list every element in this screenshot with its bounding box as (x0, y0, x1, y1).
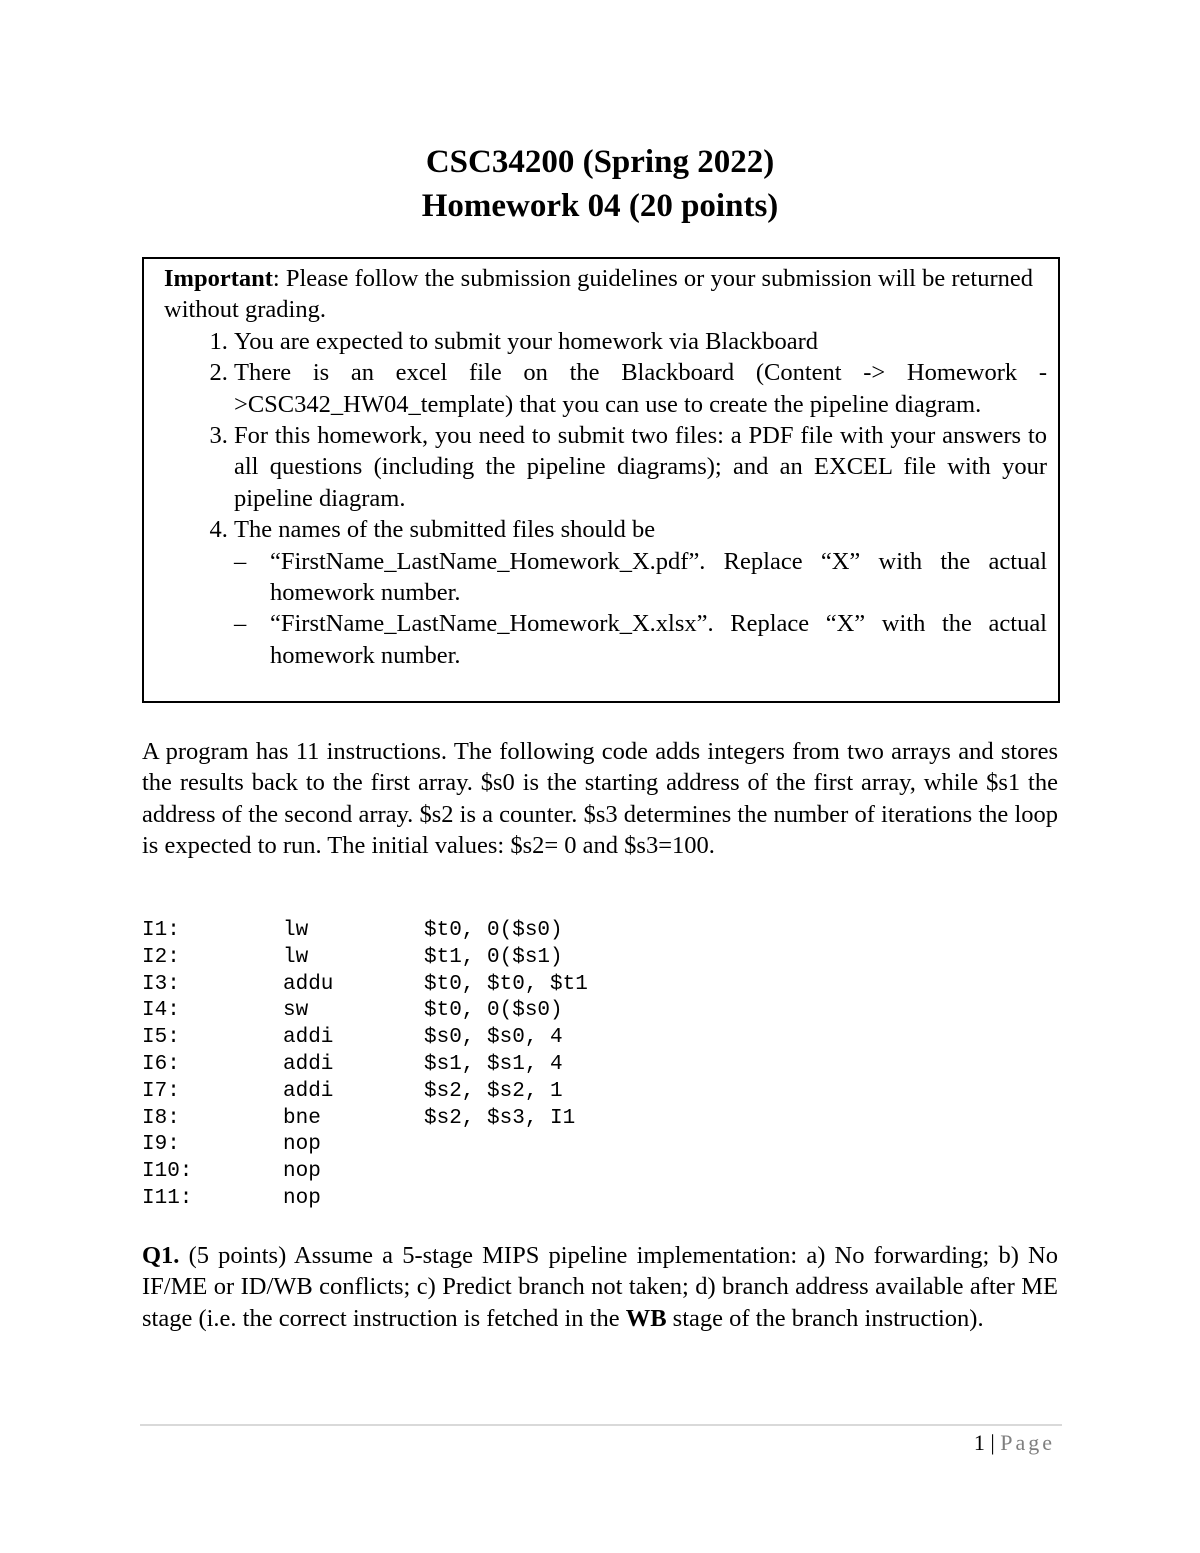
guideline-item-4 (234, 514, 1047, 671)
instruction-label: I7: (142, 1079, 180, 1103)
guideline-item-1: 1. You are expected to submit your homework via Blackboard (234, 326, 1047, 357)
page-footer (974, 1428, 1055, 1458)
page-number: 1 (973, 1430, 985, 1455)
instruction-operands: $s1, $s1, 4 (424, 1052, 563, 1076)
instruction-label: I3: (142, 972, 180, 996)
instruction-label: I8: (142, 1106, 180, 1130)
page-title (0, 140, 1200, 228)
footer-separator: | (984, 1430, 1001, 1455)
question-1-label: Q1. (142, 1242, 180, 1269)
instruction-operands: $t0, 0($s0) (424, 999, 563, 1023)
instruction-opcode: addu (283, 972, 334, 996)
instruction-opcode: lw (283, 919, 309, 942)
question-1-emphasis: WB (625, 1304, 667, 1332)
instruction-label: I9: (142, 1133, 180, 1157)
course-title: CSC34200 (Spring 2022) (425, 144, 775, 180)
guideline-item-2: 2. There is an excel file on the Blackboard (Content -> Homework ->CSC342_HW04_template) that you can use to create the pipeline diagram. (234, 357, 1047, 420)
footer-divider (140, 1424, 1062, 1426)
instruction-opcode: addi (283, 1026, 334, 1050)
question-1 (142, 1240, 1058, 1334)
filename-xlsx: – “FirstName_LastName_Homework_X.xlsx”. Replace “X” with the actual homework number. (270, 608, 1047, 671)
code-line (142, 918, 588, 945)
instruction-operands: $s0, $s0, 4 (424, 1026, 563, 1050)
code-line (142, 1079, 588, 1106)
instruction-label: I4: (142, 999, 180, 1023)
homework-title: Homework 04 (20 points) (421, 188, 779, 224)
instruction-label: I1: (142, 919, 180, 942)
guideline-item-3: 3. For this homework, you need to submit two files: a PDF file with your answers to all questions (including the pipeline diagrams); and an EXCEL file with your pipeline diagram. (234, 420, 1047, 514)
instruction-operands: $t1, 0($s1) (424, 945, 563, 969)
code-line (142, 972, 588, 999)
filename-pdf: – “FirstName_LastName_Homework_X.pdf”. Replace “X” with the actual homework number. (270, 546, 1047, 609)
instruction-operands: $s2, $s3, I1 (424, 1106, 576, 1130)
code-line (142, 1052, 588, 1079)
instruction-operands: $s2, $s2, 1 (424, 1079, 563, 1103)
important-label: Important (164, 265, 273, 292)
instruction-opcode: nop (283, 1160, 321, 1184)
instruction-operands: $t0, $t0, $t1 (424, 972, 588, 996)
instruction-opcode: addi (283, 1079, 334, 1103)
code-line (142, 1106, 588, 1133)
code-line (142, 998, 588, 1025)
instruction-opcode: addi (283, 1052, 334, 1076)
program-description: A program has 11 instructions. The following code adds integers from two arrays and stores the results back to the first array. $s0 is the starting address of the first array, while $s1 the address of the second array. $s2 is a counter. $s3 determines the number of iterations the loop is expected to run. The initial values: $s2= 0 and $s3=100. (142, 738, 1058, 860)
guideline-item-4-text: The names of the submitted files should be (234, 516, 656, 544)
instruction-label: I10: (142, 1160, 193, 1184)
instruction-label: I5: (142, 1026, 180, 1050)
assembly-code (142, 918, 588, 1213)
code-line (142, 1186, 588, 1213)
instruction-opcode: nop (283, 1133, 321, 1157)
question-1-text-end: stage of the branch instruction). (666, 1304, 984, 1332)
instruction-operands: $t0, 0($s0) (424, 919, 563, 942)
instruction-opcode: sw (283, 999, 309, 1023)
important-notice (164, 263, 1047, 326)
guidelines-list (164, 326, 1047, 671)
instruction-opcode: nop (283, 1186, 321, 1210)
important-text: : Please follow the submission guidelines or your submission will be returned without grading. (164, 265, 1033, 324)
page-label: Page (1000, 1430, 1055, 1455)
submission-guidelines-box (142, 257, 1060, 703)
code-line (142, 1025, 588, 1052)
code-line (142, 945, 588, 972)
question-1-text: (5 points) Assume a 5-stage MIPS pipeline implementation: a) No forwarding; b) No IF/ME or ID/WB conflicts; c) Predict branch not taken; d) branch address available after ME stage (i.e. the correct instruction is fetched in the (142, 1242, 1058, 1332)
instruction-label: I6: (142, 1052, 180, 1076)
filename-list (234, 546, 1047, 672)
instruction-label: I2: (142, 945, 180, 969)
code-line (142, 1159, 588, 1186)
code-line (142, 1132, 588, 1159)
instruction-opcode: lw (283, 945, 309, 969)
instruction-label: I11: (142, 1186, 193, 1210)
instruction-opcode: bne (283, 1106, 321, 1130)
